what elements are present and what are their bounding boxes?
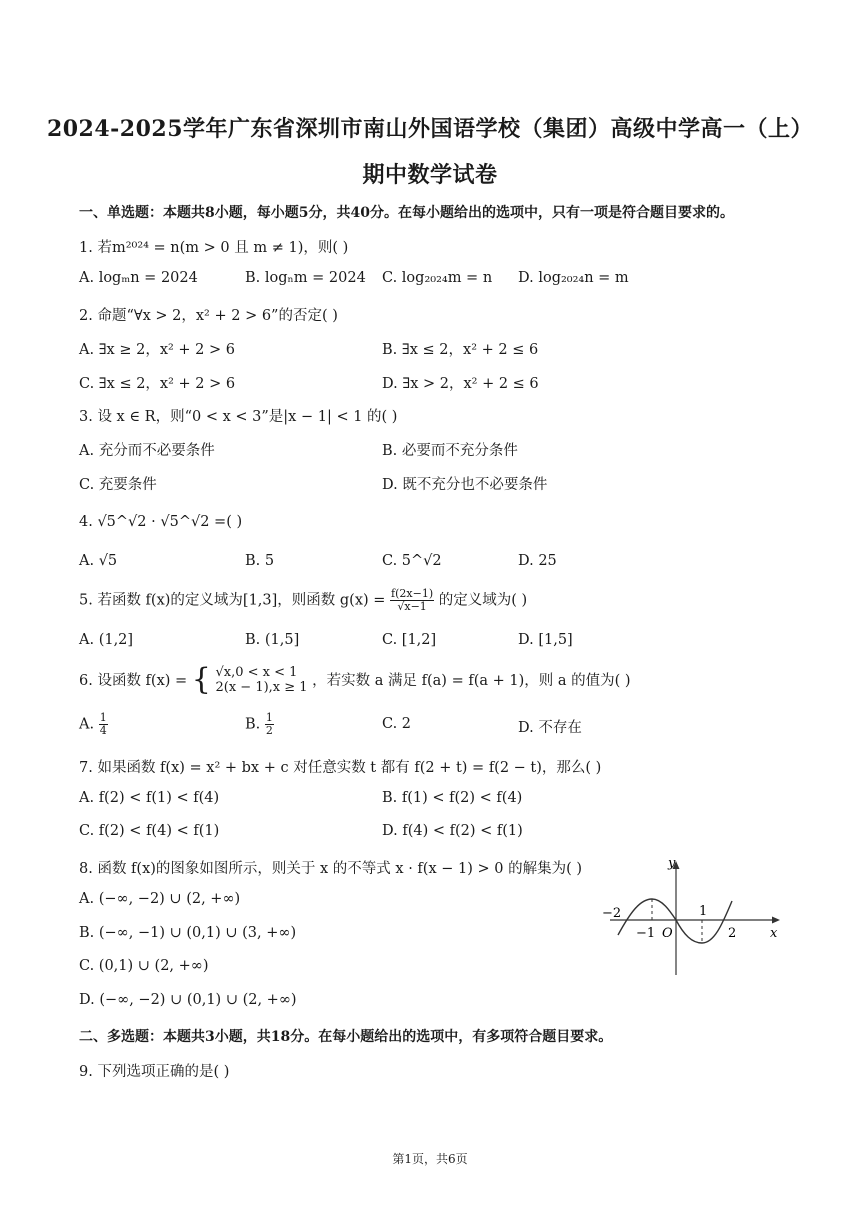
q1-option-a: A. logₘn = 2024 xyxy=(79,270,198,286)
q8-option-c: C. (0,1) ∪ (2, +∞) xyxy=(79,958,209,974)
question-5-stem xyxy=(79,588,527,613)
q2-option-a: A. ∃x ≥ 2，x² + 2 > 6 xyxy=(79,342,236,358)
graph-x-label: x xyxy=(770,926,778,941)
question-3-stem: 3. 设 x ∈ R，则“0 < x < 3”是|x − 1| < 1 的( ) xyxy=(79,409,398,425)
q5-fraction xyxy=(390,588,434,613)
q4-option-b: B. 5 xyxy=(245,553,275,569)
q6-stem-part-a: 6. 设函数 f(x) = xyxy=(79,673,188,689)
x-axis-arrow xyxy=(772,917,780,924)
q6-option-b xyxy=(245,712,274,737)
q8-option-d: D. (−∞, −2) ∪ (0,1) ∪ (2, +∞) xyxy=(79,992,297,1008)
exam-title-line2: 期中数学试卷 xyxy=(362,162,498,188)
q6-option-b-fraction xyxy=(265,712,274,737)
question-8-stem: 8. 函数 f(x)的图象如图所示，则关于 x 的不等式 x · f(x − 1) > 0 的解集为( ) xyxy=(79,861,582,877)
graph-y-label: y xyxy=(668,856,676,871)
q1-option-d: D. log₂₀₂₄n = m xyxy=(518,270,629,286)
section-heading-single-choice: 一、单选题：本题共8小题，每小题5分，共40分。在每小题给出的选项中，只有一项是符合题目要求的。 xyxy=(79,205,734,221)
question-4-stem: 4. √5^√2 · √5^√2 =( ) xyxy=(79,514,243,530)
q6-option-a-fraction xyxy=(99,712,108,737)
graph-label-1: 1 xyxy=(699,904,708,919)
graph-origin-label: O xyxy=(662,926,673,941)
q5-stem-part-b: 的定义域为( ) xyxy=(438,592,528,609)
q4-option-c: C. 5^√2 xyxy=(382,553,442,569)
q6-option-a-den: 4 xyxy=(99,724,107,737)
q1-option-c: C. log₂₀₂₄m = n xyxy=(382,270,493,286)
q4-option-a: A. √5 xyxy=(79,553,118,569)
q1-option-b: B. logₙm = 2024 xyxy=(245,270,366,286)
q5-option-a: A. (1,2] xyxy=(79,632,134,648)
exam-title-line1: 2024-2025学年广东省深圳市南山外国语学校（集团）高级中学高一（上） xyxy=(46,116,814,142)
q6-piecewise-cases xyxy=(215,665,307,695)
q5-option-b: B. (1,5] xyxy=(245,632,300,648)
q6-option-a xyxy=(79,712,108,737)
q6-option-a-num: 1 xyxy=(99,711,107,724)
question-7-stem: 7. 如果函数 f(x) = x² + bx + c 对任意实数 t 都有 f(2 + t) = f(2 − t)，那么( ) xyxy=(79,760,602,776)
q7-option-a: A. f(2) < f(1) < f(4) xyxy=(79,790,220,806)
q5-option-c: C. [1,2] xyxy=(382,632,437,648)
q5-fraction-denominator: √x−1 xyxy=(397,600,427,613)
question-9-stem: 9. 下列选项正确的是( ) xyxy=(79,1064,230,1080)
q3-option-d: D. 既不充分也不必要条件 xyxy=(382,477,548,493)
q8-option-b: B. (−∞, −1) ∪ (0,1) ∪ (3, +∞) xyxy=(79,925,297,941)
q4-option-d: D. 25 xyxy=(518,553,557,569)
q6-stem-part-b: ，若实数 a 满足 f(a) = f(a + 1)，则 a 的值为( ) xyxy=(312,673,631,689)
q7-option-c: C. f(2) < f(4) < f(1) xyxy=(79,823,220,839)
q5-fraction-numerator: f(2x−1) xyxy=(391,587,434,600)
question-2-stem: 2. 命题“∀x > 2，x² + 2 > 6”的否定( ) xyxy=(79,308,338,324)
q6-option-b-num: 1 xyxy=(265,711,273,724)
q2-option-c: C. ∃x ≤ 2，x² + 2 > 6 xyxy=(79,376,236,392)
q6-option-b-den: 2 xyxy=(265,724,273,737)
q6-case-1: √x,0 < x < 1 xyxy=(215,664,298,680)
page-footer: 第1页，共6页 xyxy=(392,1152,468,1166)
q6-left-brace: { xyxy=(191,662,211,697)
graph-label-2: 2 xyxy=(728,926,737,941)
q3-option-c: C. 充要条件 xyxy=(79,477,157,493)
q8-function-graph xyxy=(600,855,790,980)
q6-option-c: C. 2 xyxy=(382,716,412,732)
q6-option-b-label: B. xyxy=(245,716,261,733)
q6-case-2: 2(x − 1),x ≥ 1 xyxy=(215,679,308,695)
graph-label-minus1: −1 xyxy=(636,926,656,941)
q5-option-d: D. [1,5] xyxy=(518,632,573,648)
q8-option-a: A. (−∞, −2) ∪ (2, +∞) xyxy=(79,891,241,907)
q3-option-b: B. 必要而不充分条件 xyxy=(382,443,518,459)
q2-option-d: D. ∃x > 2，x² + 2 ≤ 6 xyxy=(382,376,539,392)
q3-option-a: A. 充分而不必要条件 xyxy=(79,443,215,459)
q5-stem-part-a: 5. 若函数 f(x)的定义域为[1,3]，则函数 g(x) = xyxy=(79,592,386,609)
graph-label-minus2: −2 xyxy=(602,906,622,921)
section-heading-multi-choice: 二、多选题：本题共3小题，共18分。在每小题给出的选项中，有多项符合题目要求。 xyxy=(79,1029,613,1045)
q7-option-b: B. f(1) < f(2) < f(4) xyxy=(382,790,523,806)
question-6-stem xyxy=(79,662,631,697)
q6-option-a-label: A. xyxy=(79,716,95,733)
q6-option-d: D. 不存在 xyxy=(518,720,582,736)
q2-option-b: B. ∃x ≤ 2，x² + 2 ≤ 6 xyxy=(382,342,539,358)
question-1-stem: 1. 若m²⁰²⁴ = n(m > 0 且 m ≠ 1)，则( ) xyxy=(79,240,349,256)
q7-option-d: D. f(4) < f(2) < f(1) xyxy=(382,823,523,839)
